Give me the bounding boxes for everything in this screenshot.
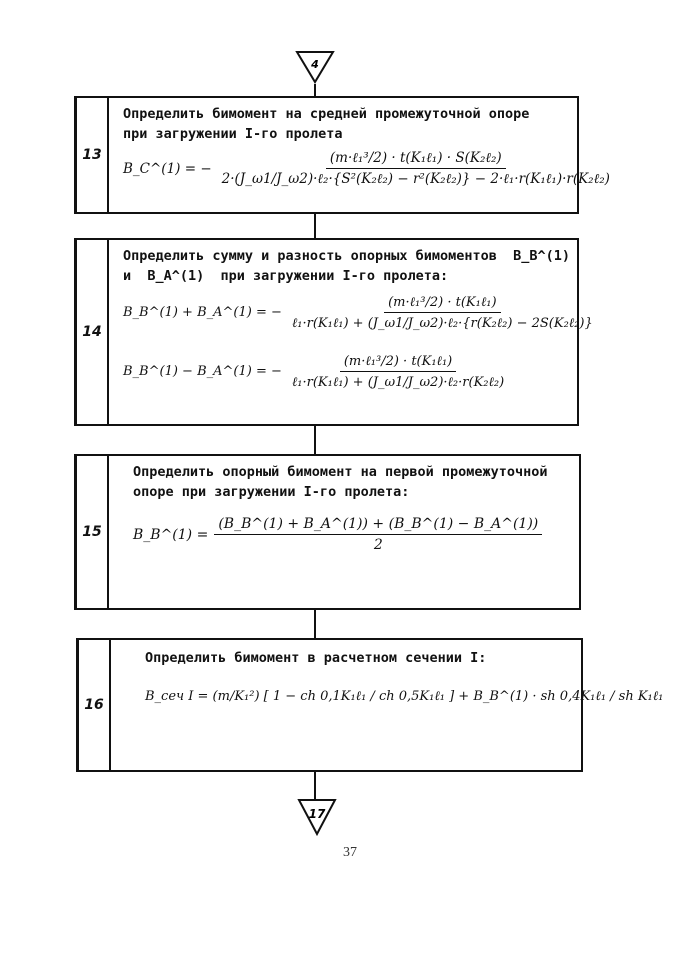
connector-line bbox=[314, 770, 316, 800]
step-block-13 bbox=[74, 96, 610, 214]
step-block-16 bbox=[76, 638, 664, 772]
formula-lhs: B_C^(1) = − bbox=[123, 160, 212, 177]
formula bbox=[123, 353, 567, 390]
connector-top-triangle bbox=[295, 50, 335, 84]
formula-fraction bbox=[214, 516, 542, 553]
step-number: 13 bbox=[77, 98, 109, 212]
formula-lhs: B_B^(1) − B_A^(1) = − bbox=[123, 364, 282, 379]
formula-fraction bbox=[288, 353, 508, 390]
step-block-15 bbox=[74, 454, 581, 610]
connector-bottom-triangle bbox=[297, 798, 337, 836]
step-number: 14 bbox=[77, 240, 109, 424]
formula-lhs: B_сеч I = (m/K₁²) [ 1 − ch 0,1K₁ℓ₁ / ch 0,5K₁ℓ₁ ] + B_B^(1) · sh 0,4K₁ℓ₁ / sh K₁ℓ₁ bbox=[145, 689, 664, 704]
connector-top-label: 4 bbox=[311, 58, 319, 71]
formula-lhs: B_B^(1) + B_A^(1) = − bbox=[123, 305, 282, 320]
formula-denominator: 2·(J_ω1/J_ω2)·ℓ₂·{S²(K₂ℓ₂) − r²(K₂ℓ₂)} − 2·ℓ₁·r(K₁ℓ₁)·r(K₂ℓ₂) bbox=[221, 171, 610, 187]
formula-numerator: (m·ℓ₁³/2) · t(K₁ℓ₁) bbox=[384, 294, 500, 313]
step-instruction: Определить сумму и разность опорных бимоментов B_B^(1) и B_A^(1) при загружении I-го пролета: bbox=[123, 248, 571, 284]
connector-line bbox=[314, 424, 316, 456]
step-number: 16 bbox=[79, 640, 111, 770]
formula-numerator: (B_B^(1) + B_A^(1)) + (B_B^(1) − B_A^(1)) bbox=[214, 516, 542, 535]
formula-denominator: 2 bbox=[373, 537, 383, 553]
formula bbox=[133, 516, 569, 553]
formula-denominator: ℓ₁·r(K₁ℓ₁) + (J_ω1/J_ω2)·ℓ₂·r(K₂ℓ₂) bbox=[291, 375, 505, 390]
step-instruction: Определить опорный бимомент на первой промежуточной опоре при загружении I-го пролета: bbox=[133, 464, 548, 500]
connector-line bbox=[314, 608, 316, 640]
formula-numerator: (m·ℓ₁³/2) · t(K₁ℓ₁) bbox=[340, 353, 456, 372]
step-block-14 bbox=[74, 238, 593, 426]
connector-line bbox=[314, 212, 316, 240]
formula-fraction bbox=[218, 150, 614, 187]
formula-numerator: (m·ℓ₁³/2) · t(K₁ℓ₁) · S(K₂ℓ₂) bbox=[326, 150, 506, 169]
step-number: 15 bbox=[77, 456, 109, 608]
connector-bottom-label: 17 bbox=[308, 807, 326, 821]
formula-fraction bbox=[288, 294, 597, 331]
formula bbox=[145, 688, 664, 704]
formula bbox=[123, 150, 610, 187]
formula-denominator: ℓ₁·r(K₁ℓ₁) + (J_ω1/J_ω2)·ℓ₂·{r(K₂ℓ₂) − 2S(K₂ℓ₂)} bbox=[291, 316, 593, 331]
page-number: 37 bbox=[343, 845, 357, 860]
step-instruction: Определить бимомент на средней промежуточной опоре при загружении I-го пролета bbox=[123, 106, 530, 142]
step-instruction: Определить бимомент в расчетном сечении I: bbox=[145, 650, 487, 666]
formula bbox=[123, 294, 593, 331]
formula-lhs: B_B^(1) = bbox=[133, 526, 209, 543]
